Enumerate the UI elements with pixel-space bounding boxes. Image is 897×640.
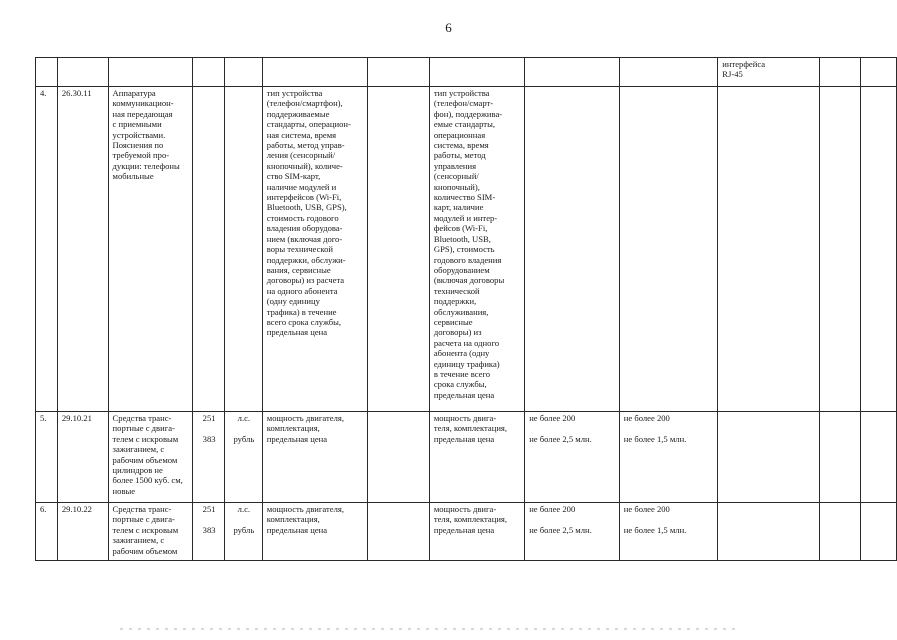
- value-cell: [368, 87, 430, 412]
- row-number-cell: 6.: [36, 503, 58, 561]
- okei-code-cell: [193, 87, 225, 412]
- okpd-code-cell: 26.30.11: [57, 87, 108, 412]
- unit-name-cell: [224, 58, 262, 87]
- row-number-cell: 4.: [36, 87, 58, 412]
- characteristic-cell: [429, 58, 524, 87]
- characteristic-cell: тип устройства (телефон/смарт- фон), поддержива- емые стандарты, операционная система, время работы, метод управления (сенсорный/ кнопочный), количество SIM- карт, наличие модулей и интер- фейсов (Wi-Fi, Bluetooth, USB, GPS), стоимость годового владения оборудованием (включая договоры технической поддержки, обслуживания, сервисные договоры) из расчета на одного абонента (одну единицу трафика) в течение всего срока службы, предельная цена: [429, 87, 524, 412]
- scan-artifact-line: [120, 628, 740, 630]
- value-cell: [525, 87, 620, 412]
- product-name-cell: Средства транс- портные с двига- телем с искровым зажиганием, с рабочим объемом цилиндров не более 1500 куб. см, новые: [108, 412, 193, 503]
- value-cell: [368, 412, 430, 503]
- unit-name-cell: л.с. рубль: [224, 503, 262, 561]
- characteristic-cell: тип устройства (телефон/смартфон), поддерживаемые стандарты, операцион- ная система, время работы, метод управ- ления (сенсорный/ кнопочный), количе- ство SIM-карт, наличие модулей и интерфейсов (Wi-Fi, Bluetooth, USB, GPS), стоимость годового владения оборудова- нием (включая дого- воры технической поддержки, обслужи- вания, сервисные договоры) из расчета на одного абонента (одну единицу трафика) в течение всего срока службы, предельная цена: [262, 87, 367, 412]
- value-cell: не более 200 не более 1,5 млн.: [619, 503, 718, 561]
- okpd-code-cell: 29.10.21: [57, 412, 108, 503]
- value-cell: не более 200 не более 1,5 млн.: [619, 412, 718, 503]
- characteristic-cell: мощность двига- теля, комплектация, предельная цена: [429, 412, 524, 503]
- value-cell: [860, 412, 897, 503]
- value-cell: [860, 87, 897, 412]
- value-cell: [368, 58, 430, 87]
- value-cell: [860, 58, 897, 87]
- table-row: [36, 87, 897, 412]
- value-cell: [525, 58, 620, 87]
- page-number: 6: [445, 20, 452, 35]
- value-cell: [820, 503, 860, 561]
- value-cell: не более 200 не более 2,5 млн.: [525, 412, 620, 503]
- characteristic-cell: мощность двигателя, комплектация, предельная цена: [262, 503, 367, 561]
- characteristic-cell: [262, 58, 367, 87]
- value-cell: [718, 503, 820, 561]
- okpd-code-cell: [57, 58, 108, 87]
- table-row: [36, 58, 897, 87]
- requirements-table: [35, 57, 897, 561]
- product-name-cell: Аппаратура коммуникацион- ная передающая с приемными устройствами. Пояснения по требуемой про- дукции: телефоны мобильные: [108, 87, 193, 412]
- row-number-cell: [36, 58, 58, 87]
- value-cell: [860, 503, 897, 561]
- value-cell: [619, 87, 718, 412]
- value-cell: [820, 412, 860, 503]
- value-cell: [368, 503, 430, 561]
- unit-name-cell: л.с. рубль: [224, 412, 262, 503]
- value-cell: не более 200 не более 2,5 млн.: [525, 503, 620, 561]
- characteristic-cell: мощность двигателя, комплектация, предельная цена: [262, 412, 367, 503]
- okei-code-cell: 251 383: [193, 412, 225, 503]
- okei-code-cell: [193, 58, 225, 87]
- value-cell: [820, 87, 860, 412]
- row-number-cell: 5.: [36, 412, 58, 503]
- value-cell: [718, 87, 820, 412]
- okei-code-cell: 251 383: [193, 503, 225, 561]
- value-cell: [820, 58, 860, 87]
- product-name-cell: [108, 58, 193, 87]
- table-row: [36, 412, 897, 503]
- value-cell: [718, 412, 820, 503]
- value-cell: [619, 58, 718, 87]
- value-cell: интерфейса RJ-45: [718, 58, 820, 87]
- table-row: [36, 503, 897, 561]
- characteristic-cell: мощность двига- теля, комплектация, предельная цена: [429, 503, 524, 561]
- product-name-cell: Средства транс- портные с двига- телем с искровым зажиганием, с рабочим объемом: [108, 503, 193, 561]
- unit-name-cell: [224, 87, 262, 412]
- okpd-code-cell: 29.10.22: [57, 503, 108, 561]
